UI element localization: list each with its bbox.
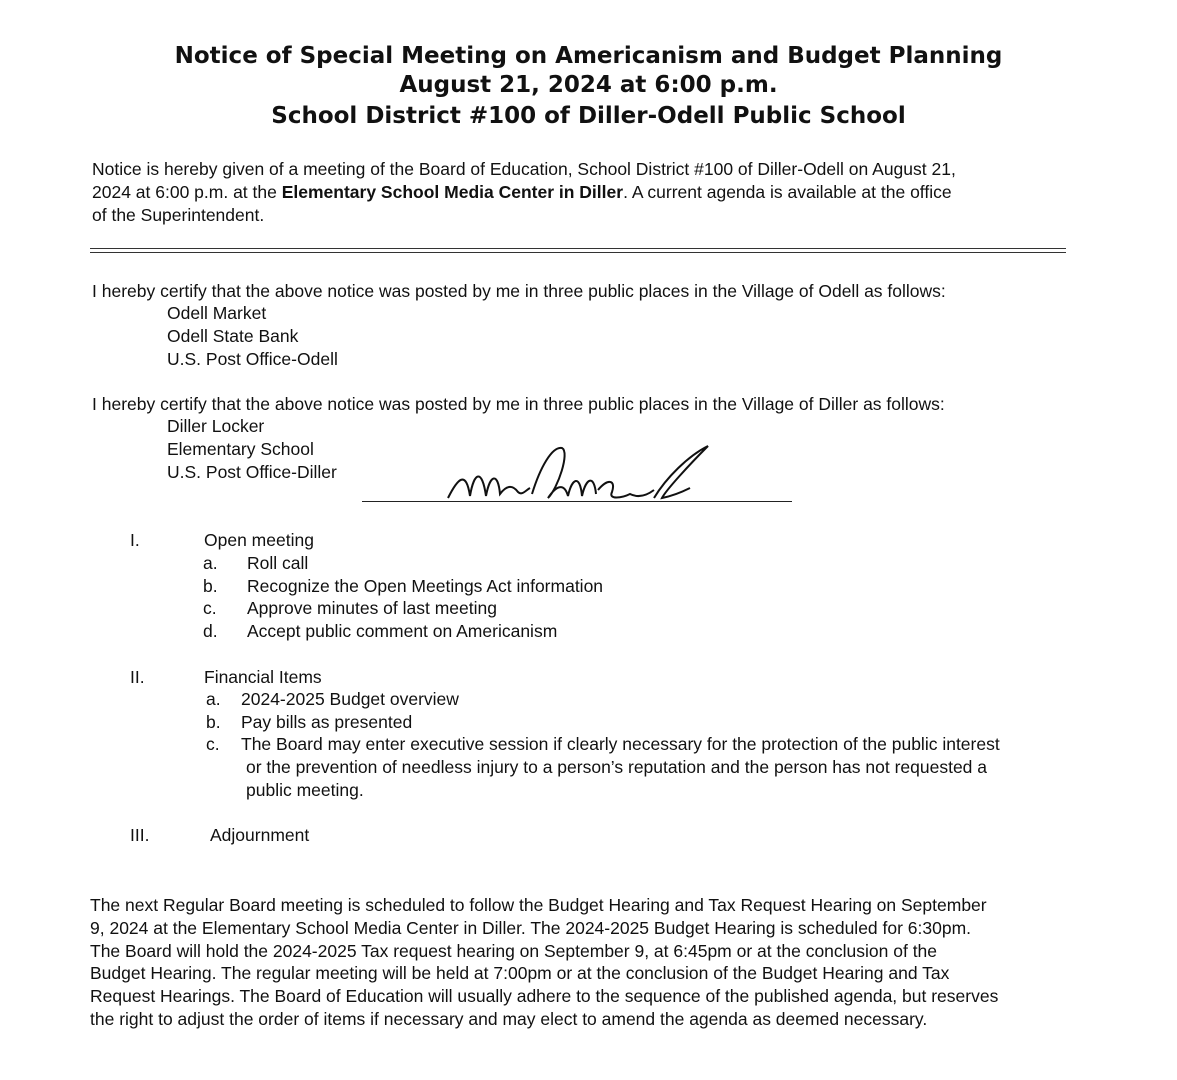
section-title: Adjournment [210,825,310,845]
closing-line: the right to adjust the order of items if necessary and may elect to amend the agenda as deemed necessary. [90,1009,928,1029]
section-title: Financial Items [204,667,322,687]
title-line-3: School District #100 of Diller-Odell Public School [271,103,906,129]
closing-line: Request Hearings. The Board of Education will usually adhere to the sequence of the published agenda, but reserves [90,986,999,1006]
item-letter: d. [203,621,218,641]
posting-place: U.S. Post Office-Odell [167,349,338,369]
closing-line: The Board will hold the 2024-2025 Tax request hearing on September 9, at 6:45pm or at the conclusion of the [90,941,938,961]
agenda-item: Recognize the Open Meetings Act information [247,576,604,596]
title-line-2: August 21, 2024 at 6:00 p.m. [399,72,778,98]
closing-line: Budget Hearing. The regular meeting will be held at 7:00pm or at the conclusion of the Budget Hearing and Tax [90,963,950,983]
divider-bottom [90,252,1066,253]
posting-place: Odell Market [167,303,267,323]
posting-place: U.S. Post Office-Diller [167,462,337,482]
certification-statement: I hereby certify that the above notice was posted by me in three public places in the Village of Diller as follows: [92,394,945,414]
title-line-1: Notice of Special Meeting on Americanism and Budget Planning [174,43,1003,69]
item-letter: b. [206,712,221,732]
item-letter: c. [206,734,220,754]
agenda-item: 2024-2025 Budget overview [241,689,459,709]
divider-top [90,248,1066,249]
item-letter: a. [203,553,218,573]
notice-text: . A current agenda is available at the office [623,182,952,202]
section-title: Open meeting [204,530,314,550]
section-number: I. [130,530,140,550]
signature-image [440,438,720,508]
notice-line-3: of the Superintendent. [92,205,265,225]
posting-place: Elementary School [167,439,314,459]
meeting-location: Elementary School Media Center in Diller [281,182,624,202]
notice-text: 2024 at 6:00 p.m. at the [92,182,282,202]
agenda-item-continuation: or the prevention of needless injury to a person’s reputation and the person has not requested a [246,757,988,777]
item-letter: c. [203,598,217,618]
item-letter: a. [206,689,221,709]
signature-line [362,501,792,502]
notice-line-2 [92,181,952,203]
certification-statement: I hereby certify that the above notice was posted by me in three public places in the Village of Odell as follows: [92,281,946,301]
agenda-item: The Board may enter executive session if clearly necessary for the protection of the public interest [241,734,1000,754]
item-letter: b. [203,576,218,596]
section-number: II. [130,667,145,687]
agenda-item: Accept public comment on Americanism [247,621,558,641]
agenda-item-continuation: public meeting. [246,780,364,800]
section-number: III. [130,825,150,845]
agenda-item: Approve minutes of last meeting [247,598,497,618]
agenda-item: Roll call [247,553,309,573]
agenda-item: Pay bills as presented [241,712,413,732]
closing-line: 9, 2024 at the Elementary School Media Center in Diller. The 2024-2025 Budget Hearing is scheduled for 6:30pm. [90,918,972,938]
closing-line: The next Regular Board meeting is scheduled to follow the Budget Hearing and Tax Request Hearing on September [90,895,987,915]
notice-line-1: Notice is hereby given of a meeting of the Board of Education, School District #100 of Diller-Odell on August 21, [92,159,956,179]
posting-place: Odell State Bank [167,326,299,346]
posting-place: Diller Locker [167,416,265,436]
